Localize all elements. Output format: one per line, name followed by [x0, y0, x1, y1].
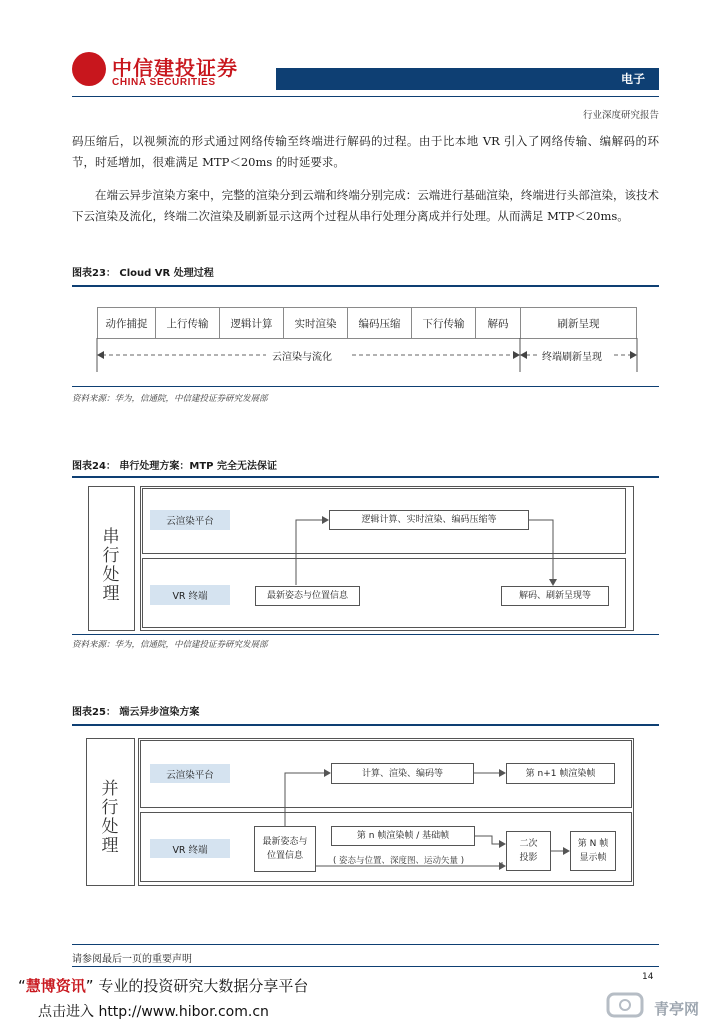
- fig25-next-frame-box: 第 n+1 帧渲染帧: [506, 763, 615, 784]
- paragraph-2: 在端云异步渲染方案中，完整的渲染分到云端和终端分别完成：云端进行基础渲染，终端进行头部渲染，该技术下云渲染及流化，终端二次渲染及刷新显示这两个过程从串行处理分离成并行处理。从而满足 MTP＜20ms。: [72, 188, 659, 223]
- stage-uplink: 上行传输: [155, 307, 220, 339]
- fig25-terminal-label: VR 终端: [150, 839, 230, 858]
- span-terminal-label: 终端刷新呈现: [542, 352, 602, 363]
- header-rule: [72, 96, 659, 97]
- fig24-pose-box: 最新姿态与位置信息: [255, 586, 360, 606]
- logo-cn-text: 中信建投证券: [112, 56, 238, 80]
- fig24-terminal-label: VR 终端: [150, 585, 230, 605]
- fig25-title: 图表25： 端云异步渲染方案: [72, 707, 200, 718]
- page-number: 14: [642, 972, 654, 982]
- stage-downlink: 下行传输: [411, 307, 476, 339]
- fig25-compute-box: 计算、渲染、编码等: [331, 763, 474, 784]
- promo-suffix: ” 专业的投资研究大数据分享平台: [85, 977, 309, 995]
- report-type: 行业深度研究报告: [582, 110, 659, 121]
- fig25-proj-line2: 投影: [519, 853, 538, 863]
- fig25-frame-box: 第 n 帧渲染帧 / 基础帧: [331, 826, 475, 846]
- fig25-pose-line1: 最新姿态与: [262, 837, 308, 847]
- stage-refresh: 刷新呈现: [520, 307, 637, 339]
- promo-link[interactable]: 点击进入 http://www.hibor.com.cn: [38, 1004, 269, 1020]
- stage-decode: 解码: [475, 307, 521, 339]
- section-label: 电子: [620, 72, 645, 86]
- fig24-bottom-rule: [72, 634, 659, 635]
- stage-encode: 编码压缩: [347, 307, 412, 339]
- footer-rule: [72, 944, 659, 945]
- watermark-text: 青亭网: [654, 1000, 700, 1018]
- fig25-top-rule: [72, 724, 659, 726]
- fig24-side-label: 串行处理: [102, 527, 120, 604]
- footer-notice: 请参阅最后一页的重要声明: [72, 954, 192, 965]
- fig24-cloud-box: 逻辑计算、实时渲染、编码压缩等: [329, 510, 529, 530]
- company-logo-icon: [72, 52, 106, 86]
- footer-rule-bottom: [72, 966, 659, 967]
- fig25-pose-line2: 位置信息: [266, 851, 303, 861]
- fig25-show-line1: 第 N 帧: [577, 839, 609, 849]
- fig24-flow-arrows: [290, 515, 560, 587]
- promo-line: [18, 975, 308, 996]
- fig25-frame-note: ( 姿态与位置、深度图、运动矢量 ): [333, 856, 465, 866]
- stage-capture: 动作捕捉: [97, 307, 156, 339]
- logo-en-text: CHINA SECURITIES: [112, 77, 216, 88]
- header-bar: [276, 68, 659, 90]
- fig24-source: 资料来源：华为，信通院，中信建投证券研究发展部: [72, 640, 268, 650]
- watermark-logo-icon: [604, 990, 644, 1020]
- fig24-cloud-label: 云渲染平台: [150, 510, 230, 530]
- fig23-top-rule: [72, 285, 659, 287]
- fig24-top-rule: [72, 476, 659, 478]
- fig23-source: 资料来源：华为，信通院，中信建投证券研究发展部: [72, 394, 268, 404]
- fig25-flow-arrows: [280, 766, 580, 876]
- fig25-show-line2: 显示帧: [579, 853, 607, 863]
- paragraph-1: 码压缩后，以视频流的形式通过网络传输至终端进行解码的过程。由于比本地 VR 引入了网络传输、编解码的环节，时延增加，很难满足 MTP＜20ms 的时延要求。: [72, 134, 659, 169]
- fig25-side-label: 并行处理: [101, 779, 119, 856]
- fig23-bottom-rule: [72, 386, 659, 387]
- fig25-proj-line1: 二次: [519, 839, 538, 849]
- fig24-decode-box: 解码、刷新呈现等: [501, 586, 609, 606]
- span-cloud-label: 云渲染与流化: [272, 352, 332, 363]
- fig23-title: 图表23： Cloud VR 处理过程: [72, 268, 214, 279]
- stage-render: 实时渲染: [283, 307, 348, 339]
- fig25-cloud-label: 云渲染平台: [150, 764, 230, 783]
- stage-logic: 逻辑计算: [219, 307, 284, 339]
- promo-quote-open: “: [18, 977, 26, 995]
- promo-brand: 慧博资讯: [25, 977, 86, 995]
- fig24-title: 图表24： 串行处理方案：MTP 完全无法保证: [72, 461, 277, 472]
